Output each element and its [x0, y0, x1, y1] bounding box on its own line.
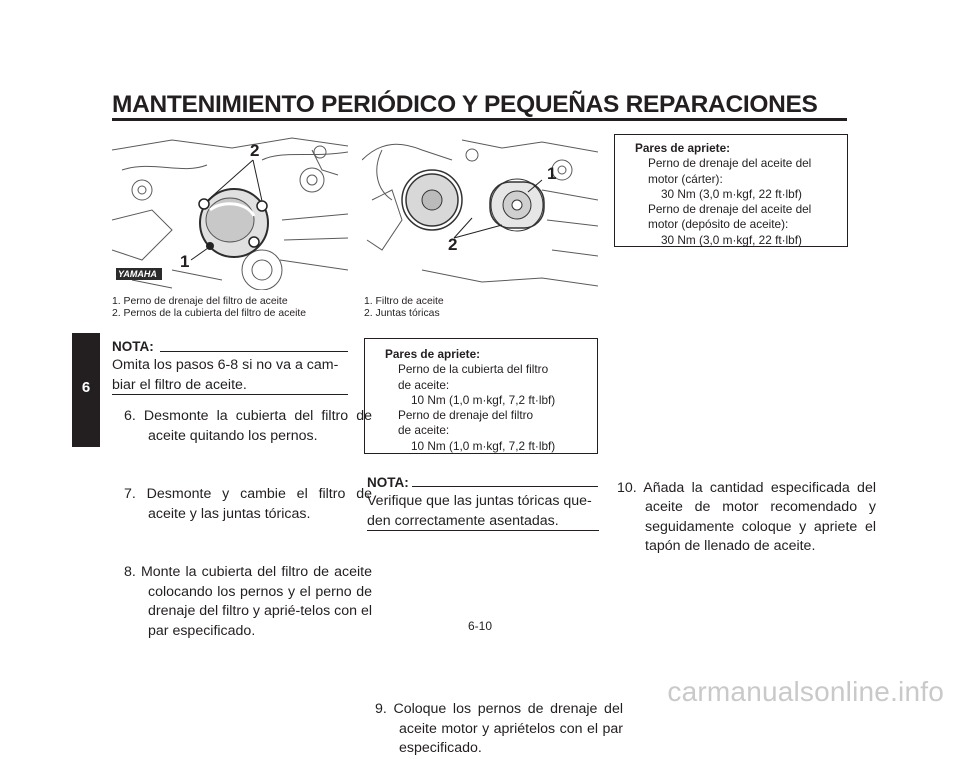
torque-line: motor (depósito de aceite): — [648, 217, 789, 232]
watermark: carmanualsonline.info — [667, 676, 944, 707]
page-title: MANTENIMIENTO PERIÓDICO Y PEQUEÑAS REPARACIONES — [112, 91, 818, 118]
callout-1: 1 — [180, 252, 190, 271]
figure-caption-2: 2. Juntas tóricas — [364, 308, 440, 319]
nota-heading: NOTA: — [367, 475, 409, 490]
figure-caption-2: 2. Pernos de la cubierta del filtro de aceite — [112, 308, 307, 319]
engine-drawing-middle — [362, 130, 598, 290]
step-8: 8. Monte la cubierta del filtro de aceite colocando los pernos y el perno de drenaje del filtro y aprié-telos con el par especificado. — [124, 564, 372, 639]
nota-rule-bottom — [112, 394, 348, 395]
callout-2: 2 — [448, 235, 458, 254]
step-6: 6. Desmonte la cubierta del filtro de aceite quitando los pernos. — [124, 408, 372, 444]
title-rule — [112, 118, 847, 121]
figure-caption-1: 1. Filtro de aceite — [364, 296, 444, 307]
torque-line: motor (cárter): — [648, 171, 723, 186]
torque-spec-box — [614, 134, 848, 247]
torque-spec-box — [364, 338, 598, 454]
engine-photo-left — [112, 130, 348, 290]
torque-line: Perno de drenaje del aceite del — [648, 156, 812, 171]
nota-text: Omita los pasos 6-8 si no va a cam-biar el filtro de aceite. — [112, 357, 339, 393]
step-9: 9. Coloque los pernos de drenaje del aceite motor y apriételos con el par especificado. — [375, 701, 623, 756]
nota-rule-top — [160, 351, 348, 352]
nota-rule-bottom — [367, 530, 599, 531]
torque-line: 30 Nm (3,0 m·kgf, 22 ft·lbf) — [661, 232, 802, 247]
chapter-number: 6 — [81, 379, 91, 396]
torque-line: Perno de la cubierta del filtro — [398, 362, 549, 377]
step-10: 10. Añada la cantidad especificada del aceite de motor recomendado y seguidamente coloque y apriete el tapón de llenado de aceite. — [617, 479, 876, 554]
torque-line: Perno de drenaje del filtro — [398, 408, 534, 423]
torque-line: Perno de drenaje del aceite del — [648, 202, 812, 217]
torque-heading: Pares de apriete: — [385, 347, 481, 361]
step-7: 7. Desmonte y cambie el filtro de aceite y las juntas tóricas. — [124, 486, 372, 522]
torque-line: 10 Nm (1,0 m·kgf, 7,2 ft·lbf) — [411, 438, 556, 453]
torque-line: 30 Nm (3,0 m·kgf, 22 ft·lbf) — [661, 186, 802, 201]
nota-rule-top — [412, 486, 598, 487]
torque-line: de aceite: — [398, 377, 450, 392]
torque-heading: Pares de apriete: — [635, 141, 731, 155]
page-number: 6-10 — [467, 619, 493, 633]
figure-caption-1: 1. Perno de drenaje del filtro de aceite — [112, 296, 288, 307]
engine-drawing-left — [112, 130, 348, 290]
torque-line: de aceite: — [398, 423, 450, 438]
yamaha-logo: YAMAHA — [118, 269, 157, 279]
nota-text: Verifique que las juntas tóricas que-den correctamente asentadas. — [367, 493, 592, 529]
nota-heading: NOTA: — [112, 339, 154, 354]
callout-1: 1 — [547, 164, 557, 183]
callout-2: 2 — [250, 141, 260, 160]
engine-photo-middle — [362, 130, 598, 290]
torque-line: 10 Nm (1,0 m·kgf, 7,2 ft·lbf) — [411, 392, 556, 407]
